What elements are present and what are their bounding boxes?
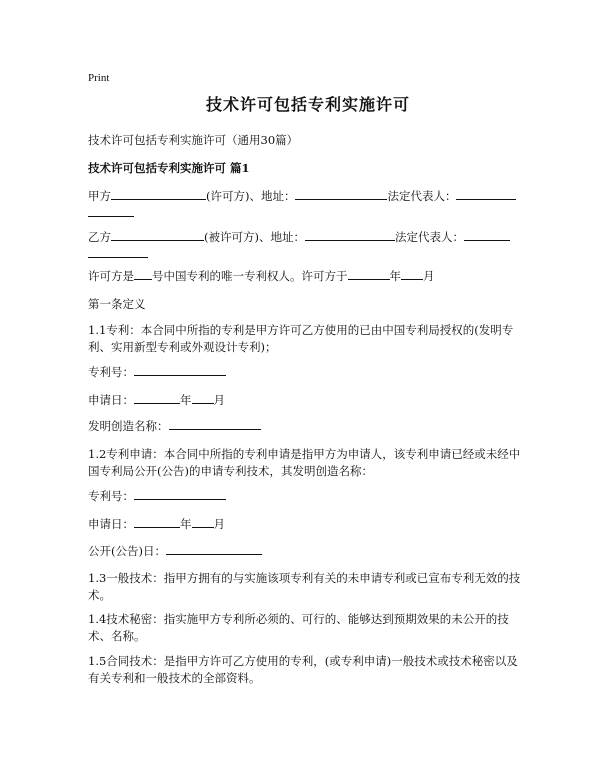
blank-line <box>134 490 226 500</box>
blank-line <box>169 420 261 430</box>
blank-line <box>134 366 226 376</box>
apply-month: 月 <box>213 517 225 531</box>
apply-date-label: 申请日： <box>88 393 134 407</box>
patent-number-2 <box>88 488 528 505</box>
definition-1-2: 1.2专利申请：本合同中所指的专利申请是指甲方为申请人，该专利申请已经或未经中国专利局公开(公告)的申请专利技术，其发明创造名称： <box>88 447 521 478</box>
patent-number-label: 专利号： <box>88 489 134 503</box>
blank-line <box>464 231 510 241</box>
print-label[interactable]: Print <box>88 72 110 84</box>
definition-1-4: 1.4技术秘密：指实施甲方专利所必须的、可行的、能够达到预期效果的未公开的技术、名称。 <box>88 612 509 643</box>
apply-date-label: 申请日： <box>88 517 134 531</box>
invention-name-label: 发明创造名称： <box>88 419 169 433</box>
party-b-role: (被许可方)、地址： <box>204 230 305 244</box>
blank-line <box>456 190 516 200</box>
apply-date-1 <box>88 392 528 409</box>
blank-line <box>192 518 214 528</box>
patent-number-1 <box>88 364 528 381</box>
blank-line <box>111 231 204 241</box>
blank-line <box>305 231 395 241</box>
license-text-2: 号中国专利的唯一专利权人。许可方于 <box>152 269 348 283</box>
subtitle: 技术许可包括专利实施许可（通用30篇） <box>88 133 299 147</box>
license-year: 年 <box>389 269 401 283</box>
blank-line <box>192 394 214 404</box>
party-b-label: 乙方 <box>88 230 111 244</box>
publish-date <box>88 543 528 560</box>
party-a-rep: 法定代表人： <box>387 189 457 203</box>
party-a-line <box>88 188 528 222</box>
license-line <box>88 268 528 285</box>
blank-line <box>134 394 180 404</box>
definition-1-3: 1.3一般技术：指甲方拥有的与实施该项专利有关的未申请专利或已宣布专利无效的技术。 <box>88 571 521 602</box>
patent-number-label: 专利号： <box>88 365 134 379</box>
publish-date-label: 公开(公告)日： <box>88 544 166 558</box>
blank-line <box>134 518 180 528</box>
blank-line <box>134 270 152 280</box>
blank-line <box>111 190 206 200</box>
blank-line <box>348 270 390 280</box>
apply-month: 月 <box>213 393 225 407</box>
article-heading: 第一条定义 <box>88 297 146 311</box>
apply-year: 年 <box>180 393 192 407</box>
blank-line <box>401 270 423 280</box>
blank-line <box>88 248 148 258</box>
party-a-label: 甲方 <box>88 189 111 203</box>
blank-line <box>88 207 134 217</box>
party-b-rep: 法定代表人： <box>394 230 464 244</box>
definition-1-5: 1.5合同技术：是指甲方许可乙方使用的专利，(或专利申请)一般技术或技术秘密以及有关专利和一般技术的全部资料。 <box>88 654 518 685</box>
license-month: 月 <box>423 269 435 283</box>
blank-line <box>166 545 262 555</box>
definition-1-1: 1.1专利：本合同中所指的专利是甲方许可乙方使用的已由中国专利局授权的(发明专利、实用新型专利或外观设计专利)； <box>88 323 514 354</box>
blank-line <box>295 190 387 200</box>
party-b-line <box>88 229 528 263</box>
apply-date-2 <box>88 516 528 533</box>
section-heading: 技术许可包括专利实施许可 篇1 <box>88 161 250 175</box>
document-title: 技术许可包括专利实施许可 <box>205 95 410 114</box>
apply-year: 年 <box>180 517 192 531</box>
license-text-1: 许可方是 <box>88 269 134 283</box>
invention-name <box>88 418 528 435</box>
party-a-role: (许可方)、地址： <box>206 189 296 203</box>
